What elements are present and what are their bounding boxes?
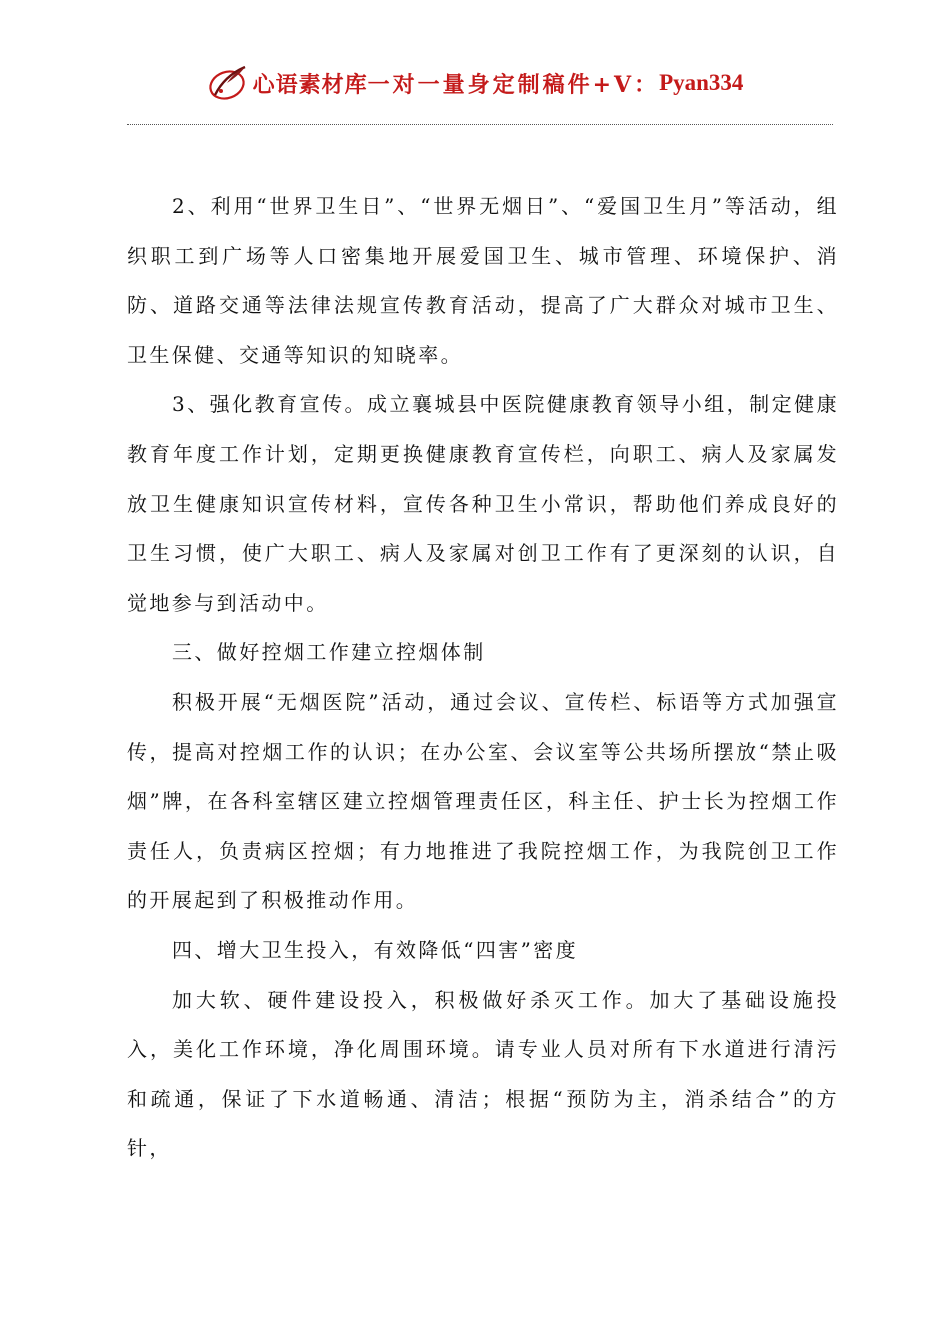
contact-id: Pyan334 (659, 70, 744, 95)
feather-swirl-logo-icon (207, 61, 251, 105)
paragraph: 2、利用“世界卫生日”、“世界无烟日”、“爱国卫生月”等活动，组织职工到广场等人口密集地开展爱国卫生、城市管理、环境保护、消防、道路交通等法律法规宣传教育活动，提高了广大群众对城市卫生、卫生保健、交通等知识的知晓率。 (127, 194, 839, 367)
header-divider (127, 124, 833, 125)
paragraph: 3、强化教育宣传。成立襄城县中医院健康教育领导小组，制定健康教育年度工作计划，定期更换健康教育宣传栏，向职工、病人及家属发放卫生健康知识宣传材料，宣传各种卫生小常识，帮助他们养成良好的卫生习惯，使广大职工、病人及家属对创卫工作有了更深刻的认识，自觉地参与到活动中。 (127, 392, 839, 615)
document-body (127, 182, 839, 1174)
section-heading: 四、增大卫生投入，有效降低“四害”密度 (172, 937, 579, 962)
header-tagline: 一对一量身定制稿件+V： (367, 71, 660, 98)
section-heading: 三、做好控烟工作建立控烟体制 (172, 640, 486, 665)
page-header (0, 58, 950, 108)
brand-name: 心语素材库 (252, 72, 368, 98)
paragraph: 积极开展“无烟医院”活动，通过会议、宣传栏、标语等方式加强宣传，提高对控烟工作的认识；在办公室、会议室等公共场所摆放“禁止吸烟”牌，在各科室辖区建立控烟管理责任区，科主任、护士长为控烟工作责任人，负责病区控烟；有力地推进了我院控烟工作，为我院创卫工作的开展起到了积极推动作用。 (127, 689, 839, 913)
paragraph: 加大软、硬件建设投入，积极做好杀灭工作。加大了基础设施投入，美化工作环境，净化周围环境。请专业人员对所有下水道进行清污和疏通，保证了下水道畅通、清洁；根据“预防为主，消杀结合”的方针， (127, 987, 839, 1161)
